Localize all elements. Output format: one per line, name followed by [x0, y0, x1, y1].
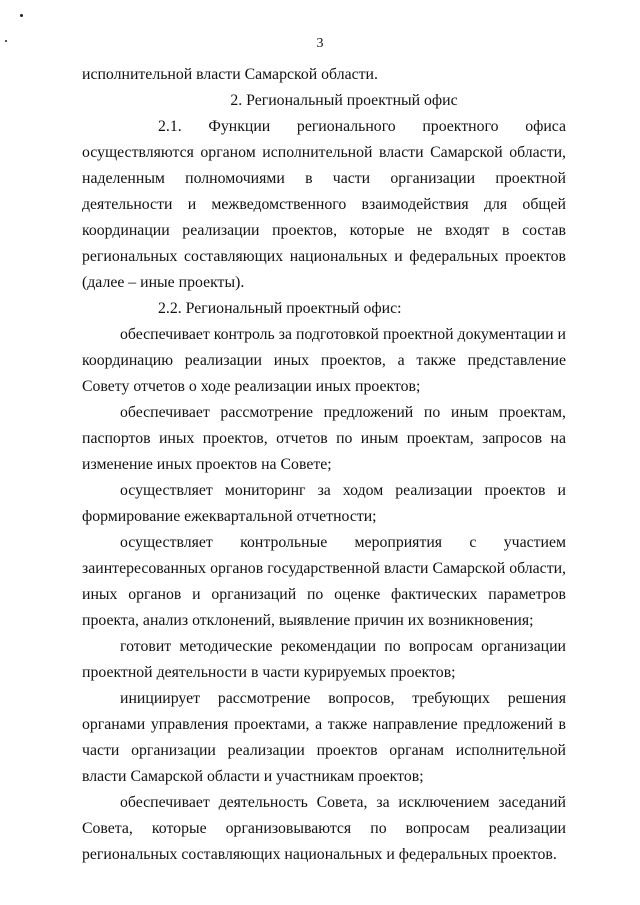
clause-number: 2.1. — [158, 118, 182, 135]
clause-2-1 — [82, 114, 566, 296]
list-item: инициирует рассмотрение вопросов, требующих решения органами управления проектами, а также направление предложений в части организации реализации проектов органам исполнительной власти Самарской области и участникам проектов; — [82, 690, 566, 785]
scan-speck — [20, 14, 23, 17]
list-item: осуществляет мониторинг за ходом реализации проектов и формирование ежеквартальной отчетности; — [82, 482, 566, 525]
clause-text: Функции регионального проектного офиса осуществляются органом исполнительной власти Самарской области, наделенным полномочиями в части организации проектной деятельности и межведомственного взаимодействия для общей координации реализации проектов, которые не входят в состав региональных составляющих национальных и федеральных проектов (далее – иные проекты). — [82, 118, 566, 291]
list-item: осуществляет контрольные мероприятия с участием заинтересованных органов государственной власти Самарской области, иных органов и организаций по оценке фактических параметров проекта, анализ отклонений, выявление причин их возникновения; — [82, 534, 566, 629]
clause-number: 2.2. — [158, 300, 182, 317]
clause-2-2 — [82, 296, 566, 322]
list-item: обеспечивает рассмотрение предложений по иным проектам, паспортов иных проектов, отчетов по иным проектам, запросов на изменение иных проектов на Совете; — [82, 404, 566, 473]
continuation-line: исполнительной власти Самарской области. — [82, 66, 378, 83]
document-body — [82, 62, 566, 868]
list-item: обеспечивает деятельность Совета, за исключением заседаний Совета, которые организовываются по вопросам реализации региональных составляющих национальных и федеральных проектов. — [82, 794, 566, 863]
list-item: готовит методические рекомендации по вопросам организации проектной деятельности в части курируемых проектов; — [82, 638, 566, 681]
list-item: обеспечивает контроль за подготовкой проектной документации и координацию реализации иных проектов, а также представление Совету отчетов о ходе реализации иных проектов; — [82, 326, 566, 395]
clause-text: Региональный проектный офис: — [185, 300, 402, 317]
scan-speck — [5, 40, 7, 42]
section-heading: 2. Региональный проектный офис — [230, 92, 458, 109]
page-number: 3 — [316, 36, 324, 51]
